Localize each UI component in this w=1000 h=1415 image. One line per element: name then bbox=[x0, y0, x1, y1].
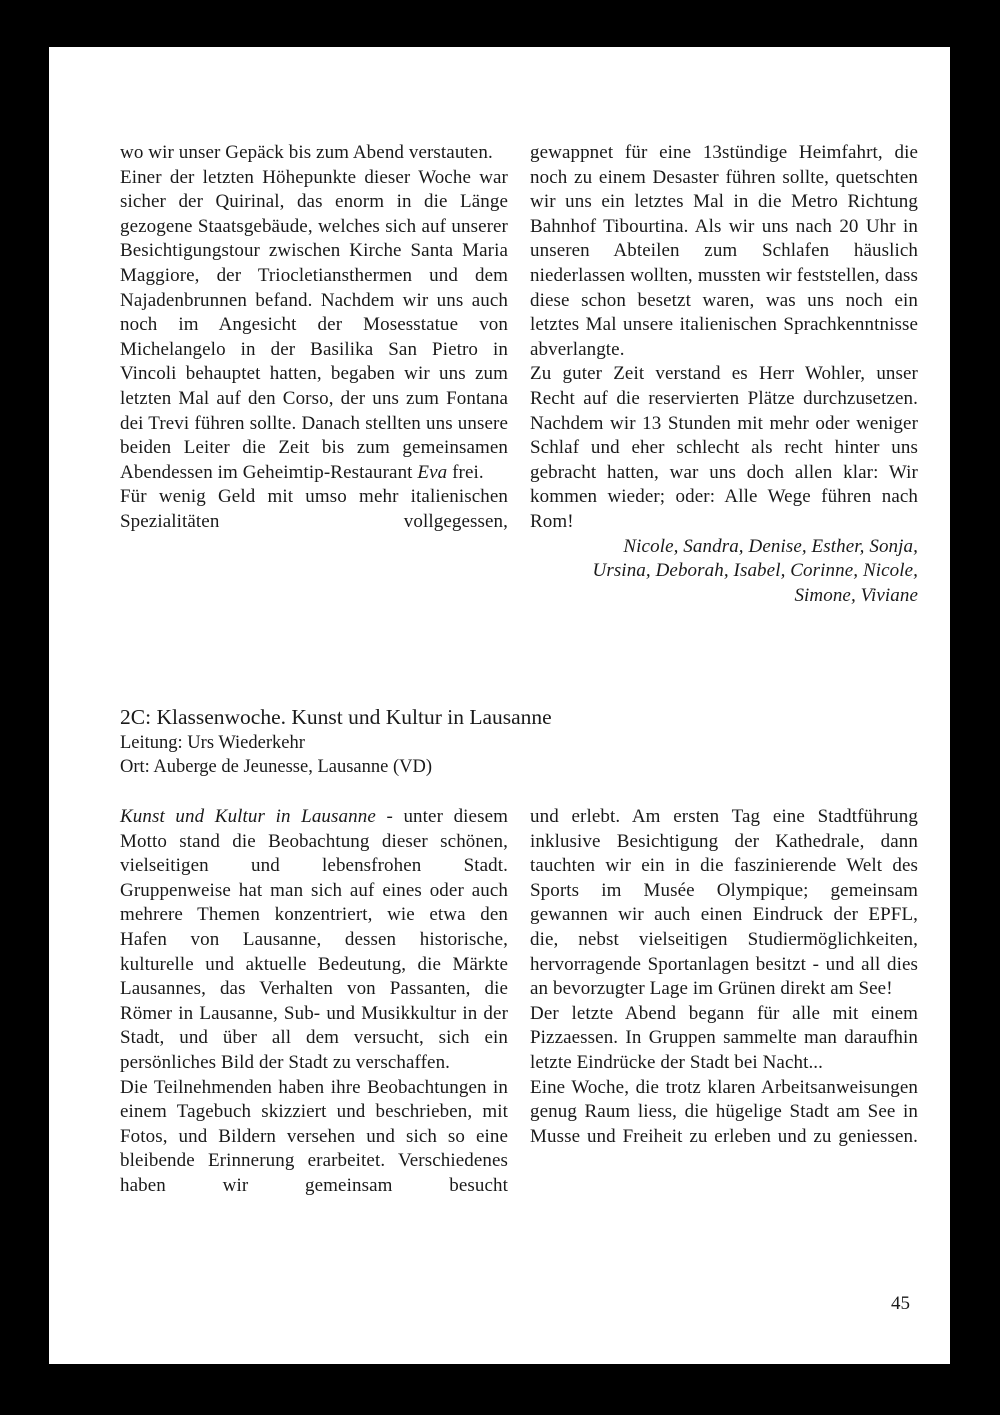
paragraph: wo wir unser Gepäck bis zum Abend verstauten. bbox=[120, 142, 493, 163]
rome-report-left-column bbox=[120, 141, 508, 535]
paragraph-text: - unter diesem Motto stand die Beobachtung dieser schönen, vielseitigen und lebensfrohen Stadt. Gruppenweise hat man sich auf eines oder auch mehrere Themen konzentriert, wie etwa den Hafen von Lausanne, dessen historische, kulturelle und aktuelle Bedeutung, die Märkte Lausannes, das Verhalten von Passanten, die Römer in Lausanne, Sub- und Musikkultur in der Stadt, und über all dem versucht, sich ein persönliches Bild der Stadt zu verschaffen. bbox=[120, 806, 508, 1073]
paragraph: Der letzte Abend begann für alle mit einem Pizzaessen. In Gruppen sammelte man daraufhin letzte Eindrücke der Stadt bei Nacht... bbox=[530, 1002, 918, 1073]
signature-line: Simone, Viviane bbox=[794, 584, 918, 606]
lausanne-report-left-column bbox=[120, 805, 508, 1199]
paragraph: Für wenig Geld mit umso mehr italienischen Spezialitäten vollgegessen, bbox=[120, 486, 508, 532]
author-signature bbox=[530, 535, 918, 609]
document-page bbox=[49, 47, 950, 1364]
paragraph-text: Einer der letzten Höhepunkte dieser Woche war sicher der Quirinal, das enorm in die Länge gezogene Staatsgebäude, welches sich auf unserer Besichtigungstour zwischen Kirche Santa Maria Maggiore, der Triocletiansthermen und dem Najadenbrunnen befand. Nachdem wir uns auch noch im Angesicht der Mosesstatue von Michelangelo in der Basilika San Pietro in Vincoli behauptet hatten, begaben wir uns zum letzten Mal auf den Corso, der uns zum Fontana dei Trevi führen sollte. Danach stellten uns unsere beiden Leiter die Zeit bis zum gemeinsamen Abendessen im Geheimtip-Restaurant bbox=[120, 166, 508, 483]
page-number: 45 bbox=[891, 1293, 910, 1314]
paragraph bbox=[120, 166, 508, 486]
section-header bbox=[120, 703, 880, 779]
section-location: Ort: Auberge de Jeunesse, Lausanne (VD) bbox=[120, 757, 433, 777]
section-leader: Leitung: Urs Wiederkehr bbox=[120, 733, 305, 753]
paragraph bbox=[120, 805, 508, 1076]
motto: Kunst und Kultur in Lausanne bbox=[120, 806, 376, 827]
section-title: 2C: Klassenwoche. Kunst und Kultur in Lausanne bbox=[120, 705, 552, 729]
signature-line: Nicole, Sandra, Denise, Esther, Sonja, bbox=[623, 535, 918, 557]
lausanne-report-right-column bbox=[530, 805, 918, 1149]
rome-report-right-column bbox=[530, 141, 918, 608]
signature-line: Ursina, Deborah, Isabel, Corinne, Nicole, bbox=[592, 560, 918, 582]
paragraph-text: frei. bbox=[447, 461, 484, 483]
restaurant-name: Eva bbox=[417, 461, 448, 483]
paragraph: Zu guter Zeit verstand es Herr Wohler, unser Recht auf die reservierten Plätze durchzusetzen. Nachdem wir 13 Stunden mit mehr oder weniger Schlaf und eher schlecht als recht hinter uns gebracht hatten, war uns doch allen klar: Wir kommen wieder; oder: Alle Wege führen nach Rom! bbox=[530, 363, 918, 532]
paragraph: Eine Woche, die trotz klaren Arbeitsanweisungen genug Raum liess, die hügelige Stadt am See in Musse und Freiheit zu erleben und zu geniessen. bbox=[530, 1076, 918, 1147]
paragraph: Die Teilnehmenden haben ihre Beobachtungen in einem Tagebuch skizziert und beschrieben, mit Fotos, und Bildern versehen und sich so eine bleibende Erinnerung erarbeitet. Verschiedenes haben wir gemeinsam besucht bbox=[120, 1076, 508, 1196]
paragraph: und erlebt. Am ersten Tag eine Stadtführung inklusive Besichtigung der Kathedrale, dann tauchten wir ein in die faszinierende Welt des Sports im Musée Olympique; gemeinsam gewannen wir auch einen Eindruck der EPFL, die, nebst vielseitigen Studiermöglichkeiten, hervorragende Sportanlagen besitzt - und all dies an bevorzugter Lage im Grünen direkt am See! bbox=[530, 806, 918, 1000]
paragraph: gewappnet für eine 13stündige Heimfahrt, die noch zu einem Desaster führen sollte, quetschten wir uns ein letztes Mal in die Metro Richtung Bahnhof Tibourtina. Als wir uns nach 20 Uhr in unseren Abteilen zum Schlafen häuslich niederlassen wollten, mussten wir feststellen, dass diese schon besetzt waren, was uns noch ein letztes Mal unsere italienischen Sprachkenntnisse abverlangte. bbox=[530, 142, 918, 360]
